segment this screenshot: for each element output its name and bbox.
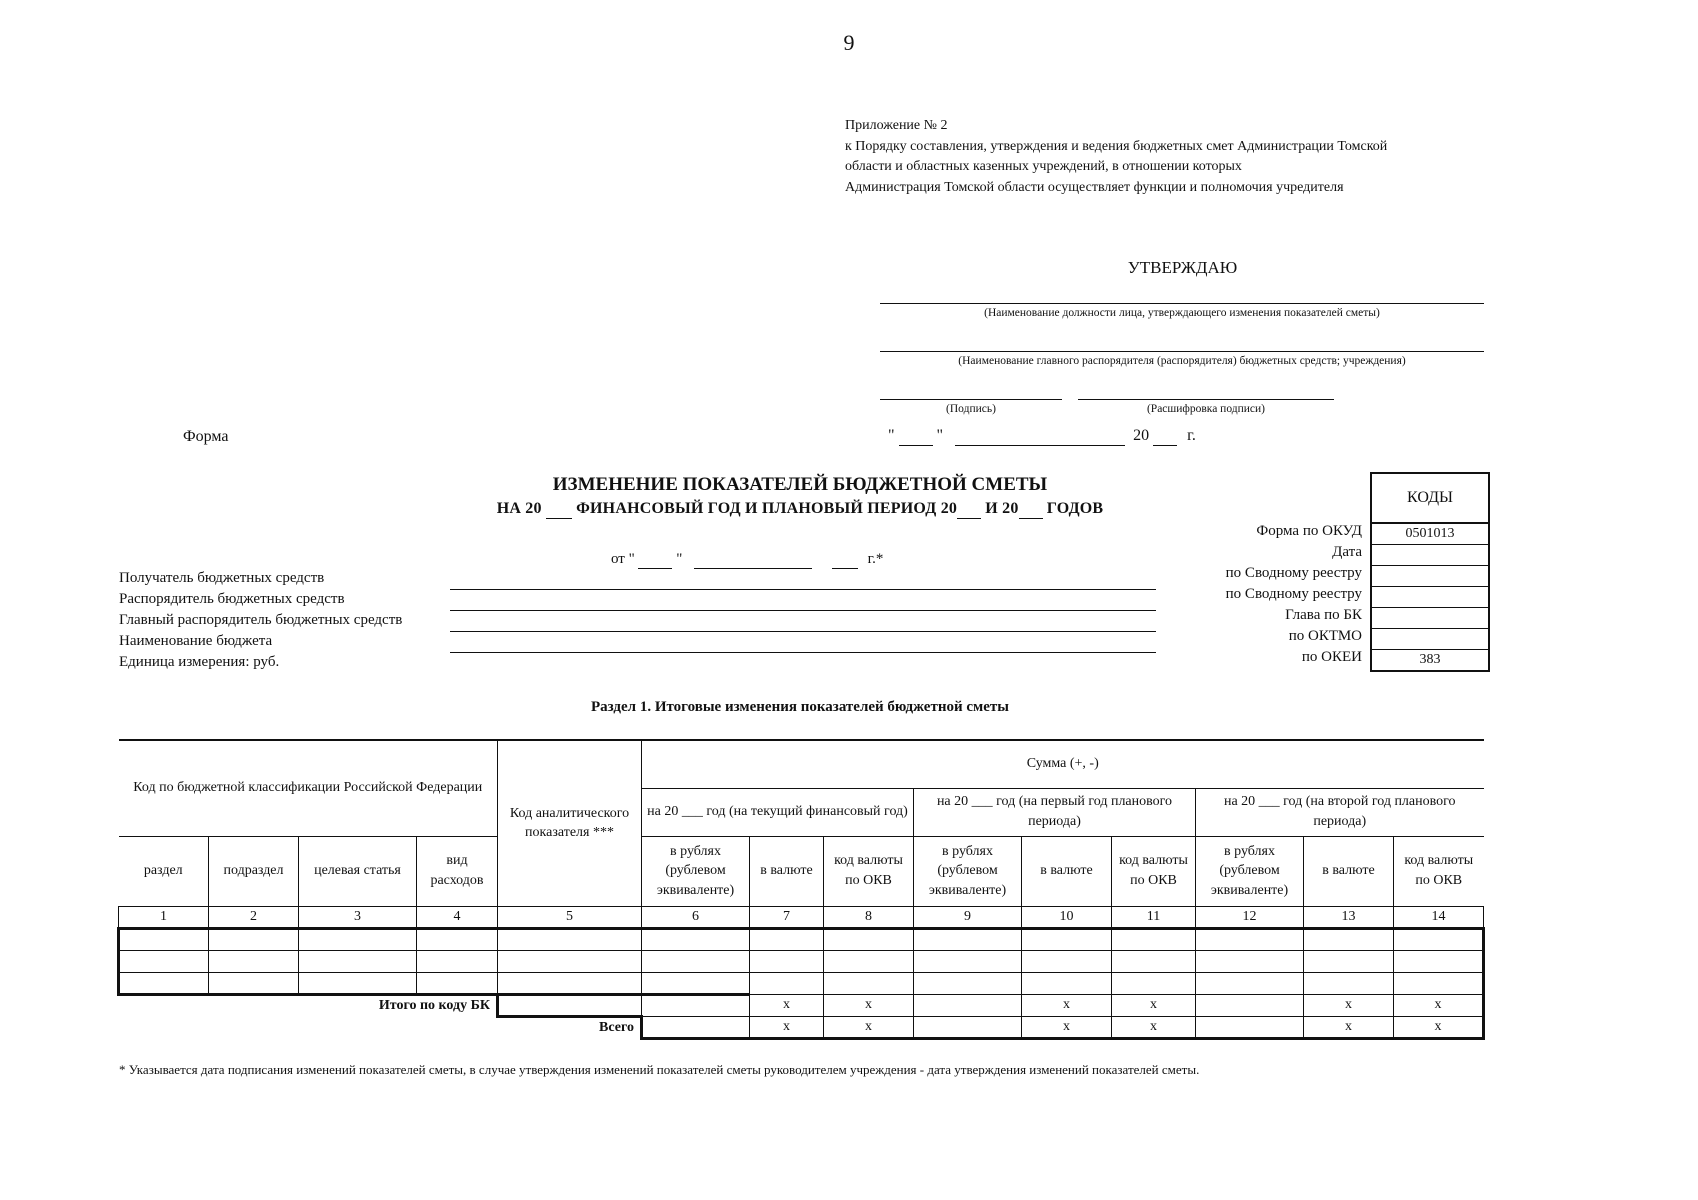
table-cell[interactable] — [1022, 950, 1112, 972]
code-value — [1372, 544, 1488, 565]
table-cell[interactable] — [1022, 928, 1112, 950]
code-label: Дата — [1332, 544, 1362, 560]
table-cell[interactable] — [1394, 950, 1484, 972]
x-mark: x — [1112, 994, 1196, 1016]
day-blank — [899, 427, 933, 446]
table-cell[interactable] — [642, 972, 750, 994]
manager-field[interactable] — [450, 610, 1156, 611]
codes-header: КОДЫ — [1407, 489, 1453, 506]
table-cell[interactable] — [209, 928, 299, 950]
header-rub: в рублях (рублевом эквиваленте) — [642, 836, 750, 906]
table-cell[interactable] — [914, 928, 1022, 950]
day-blank — [638, 551, 672, 569]
table-cell[interactable] — [498, 972, 642, 994]
approval-date — [888, 427, 1196, 446]
header-year-current: на 20 ___ год (на текущий финансовый год) — [642, 788, 914, 836]
total-cell[interactable] — [1196, 994, 1304, 1016]
page-number: 9 — [843, 30, 855, 55]
column-number: 13 — [1304, 906, 1394, 928]
approval-heading: УТВЕРЖДАЮ — [1127, 258, 1238, 277]
year-blank — [957, 500, 981, 519]
table-cell[interactable] — [1304, 950, 1394, 972]
total-bk-row — [119, 994, 1484, 1016]
year-blank — [1153, 427, 1177, 446]
column-number: 7 — [750, 906, 824, 928]
column-number: 3 — [299, 906, 417, 928]
from-prefix: от " — [611, 551, 635, 567]
table-cell[interactable] — [824, 972, 914, 994]
header-razdel: раздел — [119, 836, 209, 906]
table-cell[interactable] — [1196, 972, 1304, 994]
section-title: Раздел 1. Итоговые изменения показателей бюджетной сметы — [591, 699, 1009, 715]
table-cell[interactable] — [119, 972, 209, 994]
header-sum: Сумма (+, -) — [642, 740, 1484, 788]
total-all-label: Всего — [599, 1019, 634, 1035]
table-cell[interactable] — [417, 928, 498, 950]
table-cell[interactable] — [750, 972, 824, 994]
column-number: 10 — [1022, 906, 1112, 928]
signature-line — [880, 399, 1062, 400]
x-mark: x — [1394, 1016, 1484, 1038]
recipient-field[interactable] — [450, 589, 1156, 590]
table-cell[interactable] — [299, 928, 417, 950]
subtitle-part: НА 20 — [496, 500, 542, 517]
table-cell[interactable] — [1112, 928, 1196, 950]
table-cell[interactable] — [299, 972, 417, 994]
appendix-line: области и областных казенных учреждений, в отношении которых — [845, 159, 1242, 174]
recipient-label: Получатель бюджетных средств — [119, 570, 325, 586]
organization-caption: (Наименование главного распорядителя (распорядителя) бюджетных средств; учреждения) — [958, 355, 1406, 367]
table-cell[interactable] — [642, 950, 750, 972]
document-title: ИЗМЕНЕНИЕ ПОКАЗАТЕЛЕЙ БЮДЖЕТНОЙ СМЕТЫ — [552, 474, 1048, 495]
chief-manager-label: Главный распорядитель бюджетных средств — [119, 612, 403, 628]
x-mark: x — [1022, 994, 1112, 1016]
code-value — [1372, 628, 1488, 649]
header-analytic-code: Код аналитического показателя *** — [498, 740, 642, 906]
month-blank — [955, 427, 1125, 446]
table-cell[interactable] — [1022, 972, 1112, 994]
table-cell[interactable] — [417, 950, 498, 972]
year-prefix: 20 — [1133, 427, 1150, 444]
x-mark: x — [1304, 1016, 1394, 1038]
header-currency: в валюте — [750, 836, 824, 906]
code-value — [1372, 586, 1488, 607]
table-cell[interactable] — [642, 928, 750, 950]
table-cell[interactable] — [498, 950, 642, 972]
table-cell[interactable] — [1304, 928, 1394, 950]
table-cell[interactable] — [417, 972, 498, 994]
header-target-article: целевая статья — [299, 836, 417, 906]
header-bk-code: Код по бюджетной классификации Российской Федерации — [119, 740, 498, 836]
year-blank — [546, 500, 572, 519]
code-label: по ОКЕИ — [1301, 649, 1362, 665]
column-number: 11 — [1112, 906, 1196, 928]
column-number: 5 — [498, 906, 642, 928]
total-cell[interactable] — [914, 1016, 1022, 1038]
table-row[interactable] — [119, 972, 1484, 994]
header-rub: в рублях (рублевом эквиваленте) — [1196, 836, 1304, 906]
column-number: 9 — [914, 906, 1022, 928]
subtitle-part: ФИНАНСОВЫЙ ГОД И ПЛАНОВЫЙ ПЕРИОД — [576, 500, 937, 517]
year-suffix: г. — [1187, 427, 1196, 444]
appendix-line: Приложение № 2 — [845, 118, 948, 133]
total-cell[interactable] — [642, 1016, 750, 1038]
codes-box — [1370, 472, 1490, 672]
appendix-line: Администрация Томской области осуществляет функции и полномочия учредителя — [845, 179, 1344, 195]
total-cell[interactable] — [1196, 1016, 1304, 1038]
table-cell[interactable] — [750, 950, 824, 972]
header-okv: код валюты по ОКВ — [824, 836, 914, 906]
header-currency: в валюте — [1022, 836, 1112, 906]
x-mark: x — [824, 994, 914, 1016]
year-blank — [1019, 500, 1043, 519]
column-number: 12 — [1196, 906, 1304, 928]
table-cell[interactable] — [209, 972, 299, 994]
header-okv: код валюты по ОКВ — [1112, 836, 1196, 906]
table-cell[interactable] — [914, 972, 1022, 994]
code-value: 383 — [1372, 649, 1488, 670]
code-label: Глава по БК — [1285, 607, 1362, 623]
unit-label: Единица измерения: руб. — [119, 654, 280, 670]
chief-manager-field[interactable] — [450, 631, 1156, 632]
column-number: 14 — [1394, 906, 1484, 928]
table-cell[interactable] — [119, 928, 209, 950]
code-label: Форма по ОКУД — [1256, 523, 1362, 539]
table-cell[interactable] — [824, 928, 914, 950]
total-all-row — [119, 1016, 1484, 1038]
table-cell[interactable] — [1112, 950, 1196, 972]
x-mark: x — [750, 1016, 824, 1038]
column-numbers-row — [119, 906, 1484, 928]
header-okv: код валюты по ОКВ — [1394, 836, 1484, 906]
budget-name-field[interactable] — [450, 652, 1156, 653]
quote-close: " — [936, 427, 944, 444]
decoding-line — [1078, 399, 1334, 400]
column-number: 6 — [642, 906, 750, 928]
form-label: Форма — [183, 428, 229, 445]
table-cell[interactable] — [824, 950, 914, 972]
x-mark: x — [824, 1016, 914, 1038]
table-cell[interactable] — [498, 928, 642, 950]
table-cell[interactable] — [1196, 950, 1304, 972]
decoding-caption: (Расшифровка подписи) — [1146, 403, 1266, 415]
header-rub: в рублях (рублевом эквиваленте) — [914, 836, 1022, 906]
total-bk-label: Итого по коду БК — [378, 997, 490, 1013]
subtitle-part: И 20 — [985, 500, 1019, 517]
table-cell[interactable] — [914, 950, 1022, 972]
column-number: 2 — [209, 906, 299, 928]
code-label: по Сводному реестру — [1225, 565, 1362, 581]
from-suffix: г.* — [867, 551, 884, 567]
position-caption: (Наименование должности лица, утверждающего изменения показателей сметы) — [984, 307, 1380, 319]
x-mark: x — [1304, 994, 1394, 1016]
table-row[interactable] — [119, 950, 1484, 972]
code-label: по Сводному реестру — [1225, 586, 1362, 602]
total-cell[interactable] — [642, 994, 750, 1016]
column-number: 4 — [417, 906, 498, 928]
table-cell[interactable] — [1196, 928, 1304, 950]
appendix-note — [845, 116, 1387, 198]
table-row[interactable] — [119, 928, 1484, 950]
table-cell[interactable] — [1304, 972, 1394, 994]
x-mark: x — [1112, 1016, 1196, 1038]
budget-name-label: Наименование бюджета — [119, 633, 273, 649]
table-cell[interactable] — [1394, 972, 1484, 994]
total-cell[interactable] — [914, 994, 1022, 1016]
manager-label: Распорядитель бюджетных средств — [119, 591, 345, 607]
header-expense-type: вид расходов — [417, 836, 498, 906]
footnote: * Указывается дата подписания изменений показателей сметы, в случае утверждения изменений показателей сметы руководителем учреждения - дата утверждения изменений показателей сметы. — [119, 1062, 1200, 1077]
header-currency: в валюте — [1304, 836, 1394, 906]
table-cell[interactable] — [1394, 928, 1484, 950]
total-cell[interactable] — [498, 994, 642, 1016]
quote-open: " — [888, 427, 895, 444]
column-number: 8 — [824, 906, 914, 928]
organization-line — [880, 351, 1484, 352]
appendix-line: к Порядку составления, утверждения и ведения бюджетных смет Администрации Томской — [845, 138, 1388, 154]
table-cell[interactable] — [119, 950, 209, 972]
x-mark: x — [1394, 994, 1484, 1016]
table-cell[interactable] — [750, 928, 824, 950]
table-cell[interactable] — [209, 950, 299, 972]
code-label: по ОКТМО — [1288, 628, 1362, 644]
subtitle-part: ГОДОВ — [1046, 500, 1104, 517]
header-podrazdel: подраздел — [209, 836, 299, 906]
x-mark: x — [1022, 1016, 1112, 1038]
header-year-first-plan: на 20 ___ год (на первый год планового периода) — [914, 788, 1196, 836]
table-cell[interactable] — [299, 950, 417, 972]
signature-caption: (Подпись) — [946, 403, 996, 415]
code-value — [1372, 607, 1488, 628]
x-mark: x — [750, 994, 824, 1016]
budget-changes-table — [117, 739, 1485, 1040]
position-line — [880, 303, 1484, 304]
document-subtitle — [0, 500, 1600, 519]
column-number: 1 — [119, 906, 209, 928]
month-blank — [694, 551, 812, 569]
document-date — [611, 551, 883, 569]
header-year-second-plan: на 20 ___ год (на второй год планового периода) — [1196, 788, 1484, 836]
year-blank — [832, 551, 858, 569]
subtitle-part: 20 — [940, 500, 958, 517]
code-value: 0501013 — [1372, 522, 1488, 544]
quote-close: " — [676, 551, 683, 567]
table-cell[interactable] — [1112, 972, 1196, 994]
code-value — [1372, 565, 1488, 586]
